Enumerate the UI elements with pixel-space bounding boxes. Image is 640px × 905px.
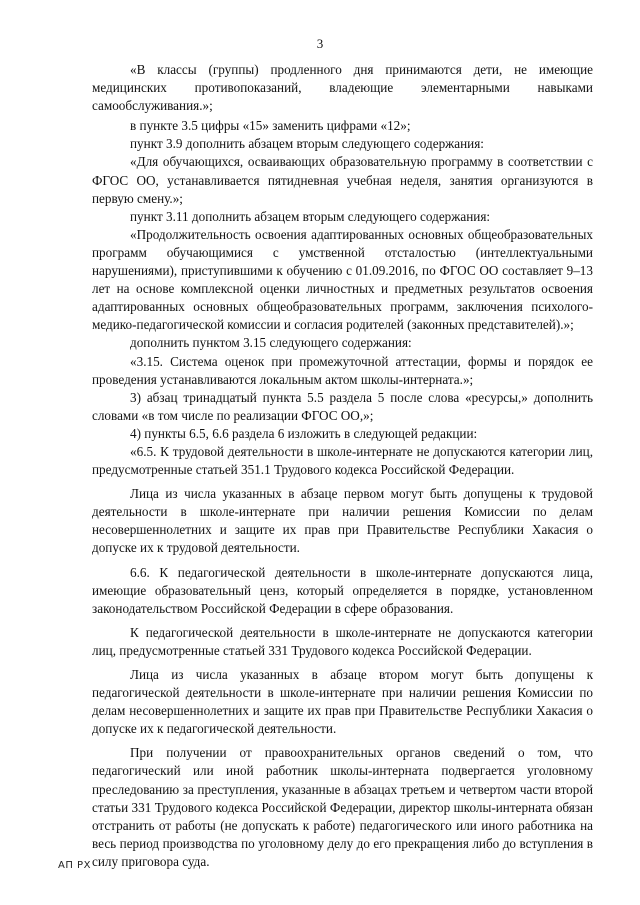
paragraph-clause-3-11-intro: пункт 3.11 дополнить абзацем вторым следующего содержания: (130, 208, 491, 224)
paragraph-item-4: 4) пункты 6.5, 6.6 раздела 6 изложить в следующей редакции: (130, 425, 478, 441)
paragraph-clause-3-9-intro: пункт 3.9 дополнить абзацем вторым следующего содержания: (130, 136, 484, 152)
paragraph-clause-6-5: «6.5. К трудовой деятельности в школе-интернате не допускаются категории лиц, предусмотренные статьей 351.1 Трудового кодекса Российской Федерации. (92, 443, 593, 478)
paragraph-extended-day-classes: «В классы (группы) продленного дня принимаются дети, не имеющие медицинских противопоказаний, владеющие элементарными навыками самообслуживания.»; (92, 62, 593, 114)
paragraph-clause-3-5: в пункте 3.5 цифры «15» заменить цифрами «12»; (130, 118, 411, 134)
page-number: 3 (316, 36, 324, 51)
paragraph-item-3: 3) абзац тринадцатый пункта 5.5 раздела 5 после слова «ресурсы,» дополнить словами «в том числе по реализации ФГОС ОО,»; (92, 389, 593, 423)
paragraph-clause-3-15-intro: дополнить пунктом 3.15 следующего содержания: (130, 335, 412, 351)
paragraph-clause-3-15-text: «3.15. Система оценок при промежуточной аттестации, формы и порядок ее проведения устанавливаются локальным актом школы-интерната.»; (92, 353, 593, 387)
paragraph-clause-6-6-exclusion: К педагогической деятельности в школе-интернате не допускаются категории лиц, предусмотренные статьей 331 Трудового кодекса Российской Федерации. (92, 624, 593, 658)
paragraph-clause-6-6-suspension: При получении от правоохранительных органов сведений о том, что педагогический или иной работник школы-интерната подвергается уголовному преследованию за преступления, указанные в абзацах третьем и четвертом части второй статьи 331 Трудового кодекса Российской Федерации, директор школы-интерната обязан отстранить от работы (не допускать к работе) педагогического или иного работника на весь период производства по уголовному делу до его прекращения либо до вступления в силу приговора суда. (92, 745, 593, 869)
document-body (92, 61, 593, 871)
paragraph-clause-6-5-admission: Лица из числа указанных в абзаце первом могут быть допущены к трудовой деятельности в школе-интернате при наличии решения Комиссии по делам несовершеннолетних и защите их прав при Правительстве Республики Хакасия о допуске их к трудовой деятельности. (92, 486, 593, 556)
paragraph-clause-6-6-admission: Лица из числа указанных в абзаце втором могут быть допущены к педагогической деятельности в школе-интернате при наличии решения Комиссии по делам несовершеннолетних и защите их прав при Правительстве Республики Хакасия о допуске их к педагогической деятельности. (92, 667, 593, 737)
archive-footer-mark: АП РХ (58, 860, 91, 871)
paragraph-clause-3-11-text: «Продолжительность освоения адаптированных основных общеобразовательных программ обучающимися с умственной отсталостью (интеллектуальными нарушениями), приступившими к обучению с 01.09.2016, по ФГОС ОО составляет 9–13 лет на основе комплексной оценки личностных и предметных результатов освоения адаптированных основных общеобразовательных программ, заключения психолого-медико-педагогической комиссии и согласия родителей (законных представителей).»; (92, 226, 593, 333)
paragraph-clause-6-6: 6.6. К педагогической деятельности в школе-интернате допускаются лица, имеющие образовательный ценз, который определяется в порядке, установленном законодательством Российской Федерации в сфере образования. (92, 564, 593, 616)
paragraph-clause-3-9-text: «Для обучающихся, осваивающих образовательную программу в соответствии с ФГОС ОО, устанавливается пятидневная учебная неделя, занятия организуются в первую смену.»; (92, 154, 593, 206)
